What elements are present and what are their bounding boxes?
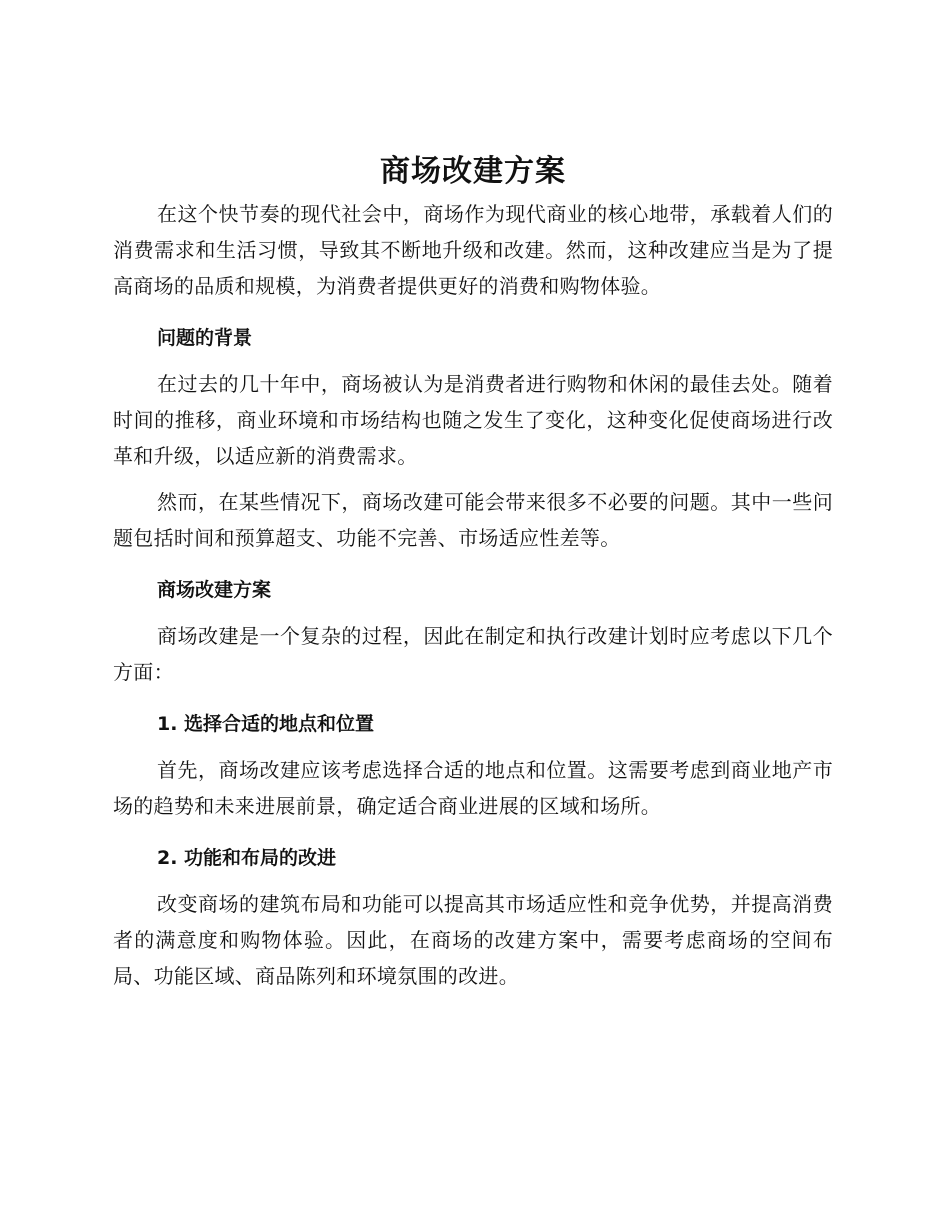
item-paragraph-2: 改变商场的建筑布局和功能可以提高其市场适应性和竞争优势，并提高消费者的满意度和购物体验。因此，在商场的改建方案中，需要考虑商场的空间布局、功能区域、商品陈列和环境氛围的改进。 bbox=[113, 892, 833, 988]
document-title: 商场改建方案 bbox=[380, 154, 566, 189]
background-paragraph-2: 然而，在某些情况下，商场改建可能会带来很多不必要的问题。其中一些问题包括时间和预算超支、功能不完善、市场适应性差等。 bbox=[113, 490, 833, 550]
intro-paragraph: 在这个快节奏的现代社会中，商场作为现代商业的核心地带，承载着人们的消费需求和生活习惯，导致其不断地升级和改建。然而，这种改建应当是为了提高商场的品质和规模，为消费者提供更好的消费和购物体验。 bbox=[113, 202, 833, 298]
item-paragraph-1: 首先，商场改建应该考虑选择合适的地点和位置。这需要考虑到商业地产市场的趋势和未来进展前景，确定适合商业进展的区域和场所。 bbox=[113, 758, 833, 818]
item-heading-1: 1. 选择合适的地点和位置 bbox=[157, 713, 375, 735]
section-heading-plan: 商场改建方案 bbox=[157, 579, 272, 601]
background-paragraph-1: 在过去的几十年中，商场被认为是消费者进行购物和休闲的最佳去处。随着时间的推移，商业环境和市场结构也随之发生了变化，这种变化促使商场进行改革和升级，以适应新的消费需求。 bbox=[113, 372, 833, 468]
item-heading-2: 2. 功能和布局的改进 bbox=[157, 847, 337, 869]
section-heading-background: 问题的背景 bbox=[157, 327, 253, 349]
document-page bbox=[113, 150, 833, 994]
plan-paragraph: 商场改建是一个复杂的过程，因此在制定和执行改建计划时应考虑以下几个方面： bbox=[113, 624, 833, 684]
